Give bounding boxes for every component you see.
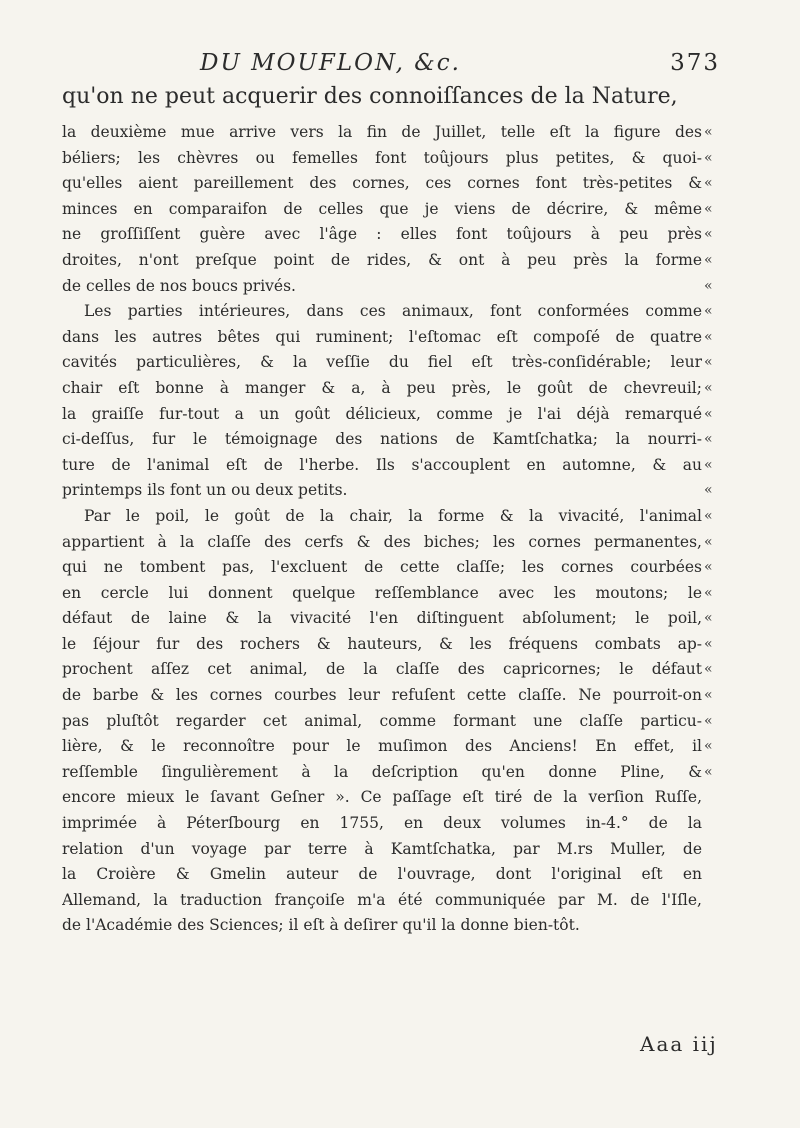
quote-mark: « <box>704 712 713 729</box>
quote-mark: « <box>704 763 713 780</box>
text-line: encore mieux le ſavant Geſner ». Ce paſſage eſt tiré de la verſion Ruſſe, <box>62 788 702 807</box>
text-line: lière, & le reconnoître pour le muſimon des Anciens! En effet, il <box>62 737 702 756</box>
quote-mark: « <box>704 431 713 448</box>
quote-mark: « <box>704 610 713 627</box>
text-line: Par le poil, le goût de la chair, la forme & la vivacité, l'animal <box>84 506 702 525</box>
quote-mark: « <box>704 328 713 345</box>
text-line: la graiſſe fur-tout a un goût délicieux, comme je l'ai déjà remarqué <box>62 404 702 423</box>
text-line: Les parties intérieures, dans ces animaux, font conformées comme <box>84 302 702 321</box>
quote-mark: « <box>704 379 713 396</box>
text-line: béliers; les chèvres ou femelles font toûjours plus petites, & quoi- <box>62 148 702 167</box>
quote-mark: « <box>704 124 713 140</box>
signature-mark: Aaa iij <box>640 1032 718 1056</box>
text-line: printemps ils font un ou deux petits. <box>62 481 348 500</box>
running-header <box>200 50 720 76</box>
body-text <box>62 120 702 939</box>
quote-mark: « <box>704 687 713 704</box>
text-line: dans les autres bêtes qui ruminent; l'eſtomac eſt compoſé de quatre <box>62 327 702 346</box>
text-line: imprimée à Péterſbourg en 1755, en deux volumes in-4.° de la <box>62 814 702 833</box>
text-line: ci-deſſus, fur le témoignage des nations de Kamtſchatka; la nourri- <box>62 430 702 449</box>
quote-mark: « <box>704 277 713 294</box>
text-line: de celles de nos boucs privés. <box>62 276 296 295</box>
quote-mark: « <box>704 482 713 499</box>
quote-mark: « <box>704 149 713 166</box>
page-number: 373 <box>670 50 720 76</box>
text-line: prochent aſſez cet animal, de la claſſe des capricornes; le défaut <box>62 660 702 679</box>
text-line: de l'Académie des Sciences; il eſt à deſirer qu'il la donne bien-tôt. <box>62 916 580 935</box>
text-line: la deuxième mue arrive vers la fin de Juillet, telle eſt la figure des <box>62 123 702 141</box>
text-line: qui ne tombent pas, l'excluent de cette claſſe; les cornes courbées <box>62 558 702 577</box>
quote-mark: « <box>704 456 713 473</box>
text-line: pas pluſtôt regarder cet animal, comme formant une claſſe particu- <box>62 711 702 730</box>
quote-mark: « <box>704 200 713 217</box>
quote-mark: « <box>704 354 713 371</box>
quote-marks-column <box>704 120 734 785</box>
quote-mark: « <box>704 559 713 576</box>
quote-mark: « <box>704 584 713 601</box>
quote-mark: « <box>704 226 713 243</box>
text-line: la Croière & Gmelin auteur de l'ouvrage, dont l'original eſt en <box>62 865 702 884</box>
text-line: de barbe & les cornes courbes leur refuſent cette claſſe. Ne pourroit-on <box>62 686 702 705</box>
text-line: défaut de laine & la vivacité l'en diſtinguent abſolument; le poil, <box>62 609 702 628</box>
quote-mark: « <box>704 738 713 755</box>
text-line: relation d'un voyage par terre à Kamtſchatka, par M.rs Muller, de <box>62 839 702 858</box>
header-title: DU MOUFLON, &c. <box>200 50 461 76</box>
quote-mark: « <box>704 303 713 320</box>
quote-mark: « <box>704 507 713 524</box>
text-line: ture de l'animal eſt de l'herbe. Ils s'accouplent en automne, & au <box>62 455 702 474</box>
continued-line: qu'on ne peut acquerir des connoiſſances de la Nature, <box>62 84 678 109</box>
text-line: le ſéjour fur des rochers & hauteurs, & les fréquens combats ap- <box>62 634 702 653</box>
text-line: droites, n'ont preſque point de rides, & ont à peu près la forme <box>62 250 702 269</box>
text-line: reſſemble ſingulièrement à la deſcription qu'en donne Pline, & <box>62 762 702 781</box>
quote-mark: « <box>704 661 713 678</box>
quote-mark: « <box>704 635 713 652</box>
text-line: qu'elles aient pareillement des cornes, ces cornes font très-petites & <box>62 174 702 193</box>
quote-mark: « <box>704 405 713 422</box>
quote-mark: « <box>704 533 713 550</box>
quote-mark: « <box>704 251 713 268</box>
text-line: cavités particulières, & la veſſie du fiel eſt très-conſidérable; leur <box>62 353 702 372</box>
text-line: ne groſſiſſent guère avec l'âge : elles font toûjours à peu près <box>62 225 702 244</box>
text-line: minces en comparaifon de celles que je viens de décrire, & même <box>62 199 702 218</box>
text-line: en cercle lui donnent quelque reſſemblance avec les moutons; le <box>62 583 702 602</box>
text-line: chair eſt bonne à manger & a, à peu près, le goût de chevreuil; <box>62 378 702 397</box>
text-line: Allemand, la traduction françoiſe m'a été communiquée par M. de l'Iſle, <box>62 890 702 909</box>
text-line: appartient à la claſſe des cerfs & des biches; les cornes permanentes, <box>62 532 702 551</box>
quote-mark: « <box>704 175 713 192</box>
